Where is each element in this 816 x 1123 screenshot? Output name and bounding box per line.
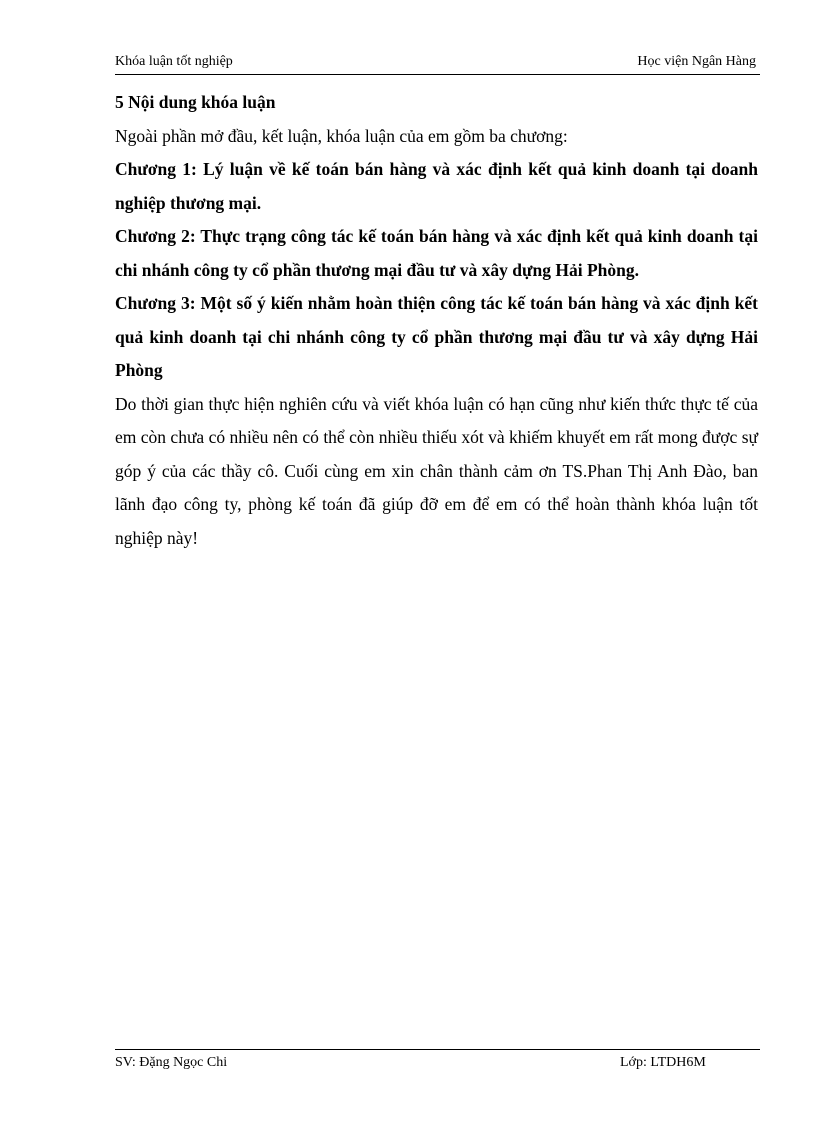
header-right-text: Học viện Ngân Hàng bbox=[637, 54, 756, 69]
header-left-text: Khóa luận tốt nghiệp bbox=[115, 54, 233, 69]
document-body bbox=[115, 86, 758, 555]
chapter-2: Chương 2: Thực trạng công tác kế toán bán hàng và xác định kết quả kinh doanh tại chi nhánh công ty cổ phần thương mại đầu tư và xây dựng Hải Phòng. bbox=[115, 226, 758, 280]
intro-paragraph: Ngoài phần mở đầu, kết luận, khóa luận của em gồm ba chương: bbox=[115, 125, 568, 146]
closing-paragraph: Do thời gian thực hiện nghiên cứu và viết khóa luận có hạn cũng như kiến thức thực tế của em còn chưa có nhiều nên có thể còn nhiều thiếu xót và khiếm khuyết em rất mong được sự góp ý của các thầy cô. Cuối cùng em xin chân thành cảm ơn TS.Phan Thị Anh Đào, ban lãnh đạo công ty, phòng kế toán đã giúp đỡ em để em có thể hoàn thành khóa luận tốt nghiệp này! bbox=[115, 393, 758, 548]
footer-student: SV: Đặng Ngọc Chi bbox=[115, 1055, 228, 1070]
section-title: 5 Nội dung khóa luận bbox=[115, 92, 276, 112]
chapter-3: Chương 3: Một số ý kiến nhằm hoàn thiện công tác kế toán bán hàng và xác định kết quả kinh doanh tại chi nhánh công ty cổ phần thương mại đầu tư và xây dựng Hải Phòng bbox=[115, 293, 758, 380]
footer-divider bbox=[115, 1049, 760, 1050]
page-header bbox=[115, 52, 760, 75]
footer-class: Lớp: LTDH6M bbox=[620, 1055, 706, 1070]
chapter-1: Chương 1: Lý luận về kế toán bán hàng và xác định kết quả kinh doanh tại doanh nghiệp thương mại. bbox=[115, 159, 758, 213]
